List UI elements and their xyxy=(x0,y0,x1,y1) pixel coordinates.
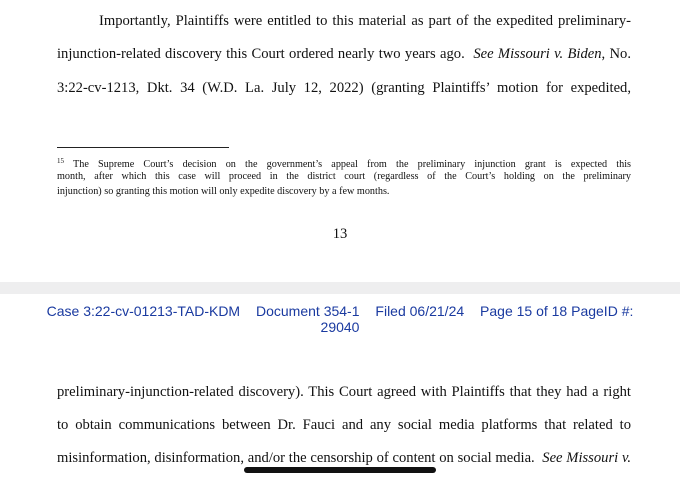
footnote-line-3: injunction) so granting this motion will only expedite discovery by a few months. xyxy=(57,186,390,197)
footnote-divider xyxy=(57,147,229,148)
case-citation: See Missouri v. Biden xyxy=(473,46,602,62)
page-number: 13 xyxy=(332,226,348,242)
page-of: Page 15 of 18 PageID #: xyxy=(480,303,634,319)
next-paragraph-line-3: misinformation, disinformation, and/or the censorship of content on social media. See Missouri v. xyxy=(57,450,631,466)
paragraph-line-1: Importantly, Plaintiffs were entitled to this material as part of the expedited preliminary- xyxy=(99,13,631,29)
next-paragraph-line-2: to obtain communications between Dr. Fauci and any social media platforms that related to xyxy=(57,417,631,433)
page-id: 29040 xyxy=(320,319,360,335)
filed-date: Filed 06/21/24 xyxy=(375,303,465,319)
document-number: Document 354-1 xyxy=(256,303,360,319)
case-number: Case 3:22-cv-01213-TAD-KDM xyxy=(46,303,241,319)
footnote-line-1: $^{15}$ The Supreme Court’s decision on the government’s appeal from the preliminary injunction grant is expected this xyxy=(57,157,631,170)
next-paragraph-line-1: preliminary-injunction-related discovery). This Court agreed with Plaintiffs that they had a right xyxy=(57,384,631,400)
footnote-line-2: month, after which this case will proceed in the district court (regardless of the Court’s holding on the preliminary xyxy=(57,171,631,182)
home-indicator[interactable] xyxy=(244,467,436,473)
paragraph-line-3: 3:22-cv-1213, Dkt. 34 (W.D. La. July 12, 2022) (granting Plaintiffs’ motion for expedited, xyxy=(57,80,631,96)
paragraph-line-2: injunction-related discovery this Court ordered nearly two years ago. See Missouri v. Biden, No. xyxy=(57,46,631,62)
footnote-number: 15 xyxy=(57,157,64,165)
case-header xyxy=(0,303,680,335)
case-citation-2: See Missouri v. xyxy=(542,450,631,466)
page-separator xyxy=(0,282,680,294)
